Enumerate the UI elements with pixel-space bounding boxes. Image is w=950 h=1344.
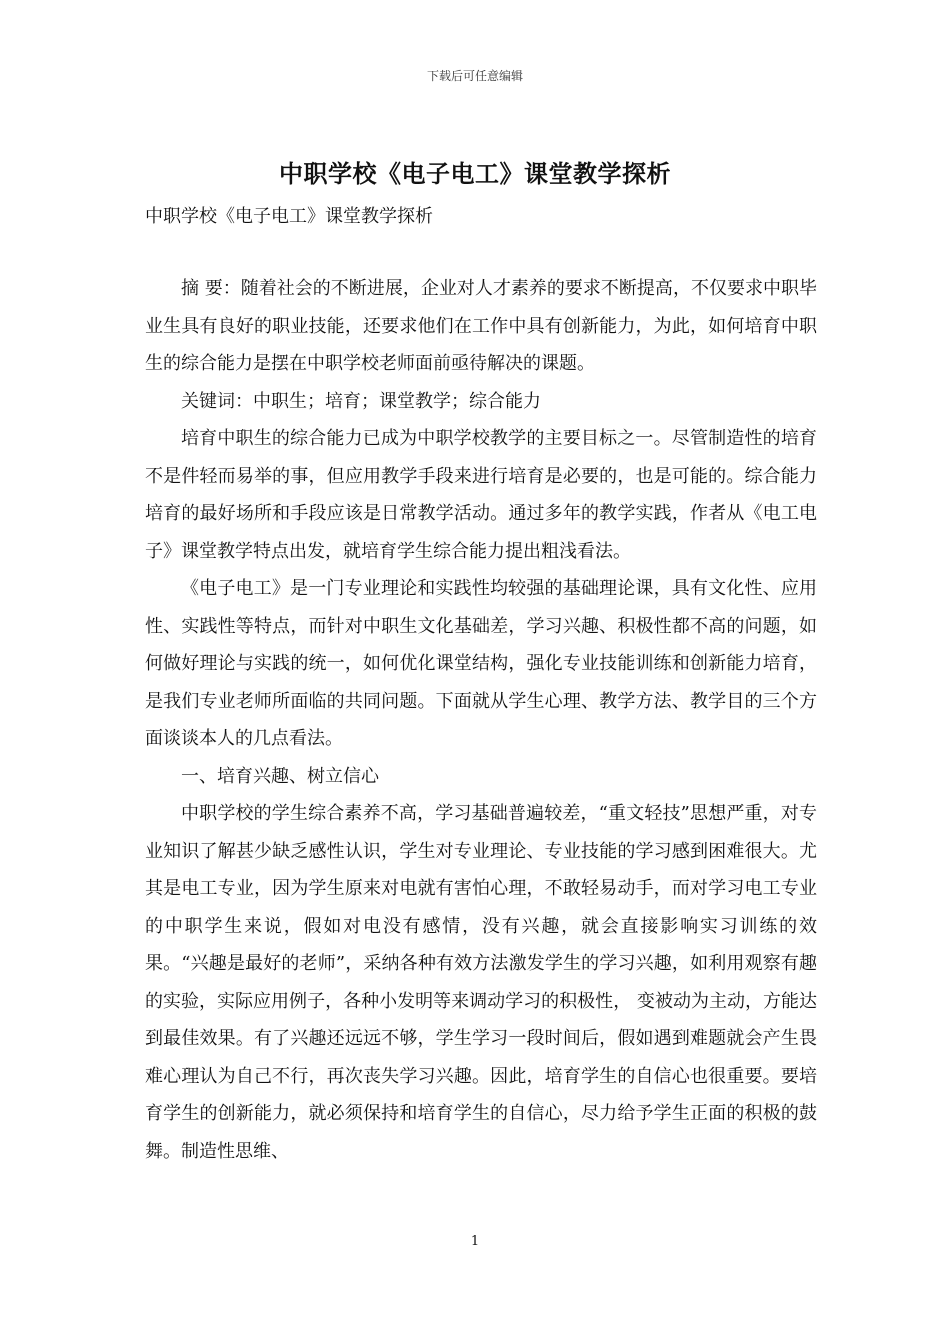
body-paragraph: 中职学校的学生综合素养不高，学习基础普遍较差，“重文轻技”思想严重，对专业知识了解甚少缺乏感性认识，学生对专业理论、专业技能的学习感到困难很大。尤其是电工专业，因为学生原来对电就有害怕心理，不敢轻易动手，而对学习电工专业的中职学生来说，假如对电没有感情，没有兴趣，就会直接影响实习训练的效果。“兴趣是最好的老师”，采纳各种有效方法激发学生的学习兴趣，如利用观察有趣的实验，实际应用例子，各种小发明等来调动学习的积极性， 变被动为主动，方能达到最佳效果。有了兴趣还远远不够，学生学习一段时间后，假如遇到难题就会产生畏难心理认为自己不行，再次丧失学习兴趣。因此，培育学生的自信心也很重要。要培育学生的创新能力，就必须保持和培育学生的自信心，尽力给予学生正面的积极的鼓舞。制造性思维、 — [145, 803, 817, 1162]
document-title: 中职学校《电子电工》课堂教学探析 — [279, 159, 671, 188]
abstract-paragraph: 摘 要：随着社会的不断进展，企业对人才素养的要求不断提高，不仅要求中职毕业生具有良好的职业技能，还要求他们在工作中具有创新能力，为此，如何培育中职生的综合能力是摆在中职学校老师面前亟待解决的课题。 — [145, 278, 817, 374]
page-number: 1 — [470, 1234, 480, 1249]
document-subtitle: 中职学校《电子电工》课堂教学探析 — [145, 206, 433, 227]
body-paragraph: 培育中职生的综合能力已成为中职学校教学的主要目标之一。尽管制造性的培育不是件轻而易举的事，但应用教学手段来进行培育是必要的，也是可能的。综合能力培育的最好场所和手段应该是日常教学活动。通过多年的教学实践，作者从《电工电子》课堂教学特点出发，就培育学生综合能力提出粗浅看法。 — [145, 428, 817, 562]
body-paragraph: 《电子电工》是一门专业理论和实践性均较强的基础理论课，具有文化性、应用性、实践性等特点，而针对中职生文化基础差，学习兴趣、积极性都不高的问题，如何做好理论与实践的统一，如何优化课堂结构，强化专业技能训练和创新能力培育，是我们专业老师所面临的共同问题。下面就从学生心理、教学方法、教学目的三个方面谈谈本人的几点看法。 — [145, 578, 817, 749]
section-heading: 一、培育兴趣、树立信心 — [181, 765, 379, 787]
keywords-paragraph: 关键词：中职生；培育；课堂教学；综合能力 — [181, 390, 541, 412]
document-body — [145, 270, 817, 1170]
header-note: 下载后可任意编辑 — [426, 69, 523, 83]
